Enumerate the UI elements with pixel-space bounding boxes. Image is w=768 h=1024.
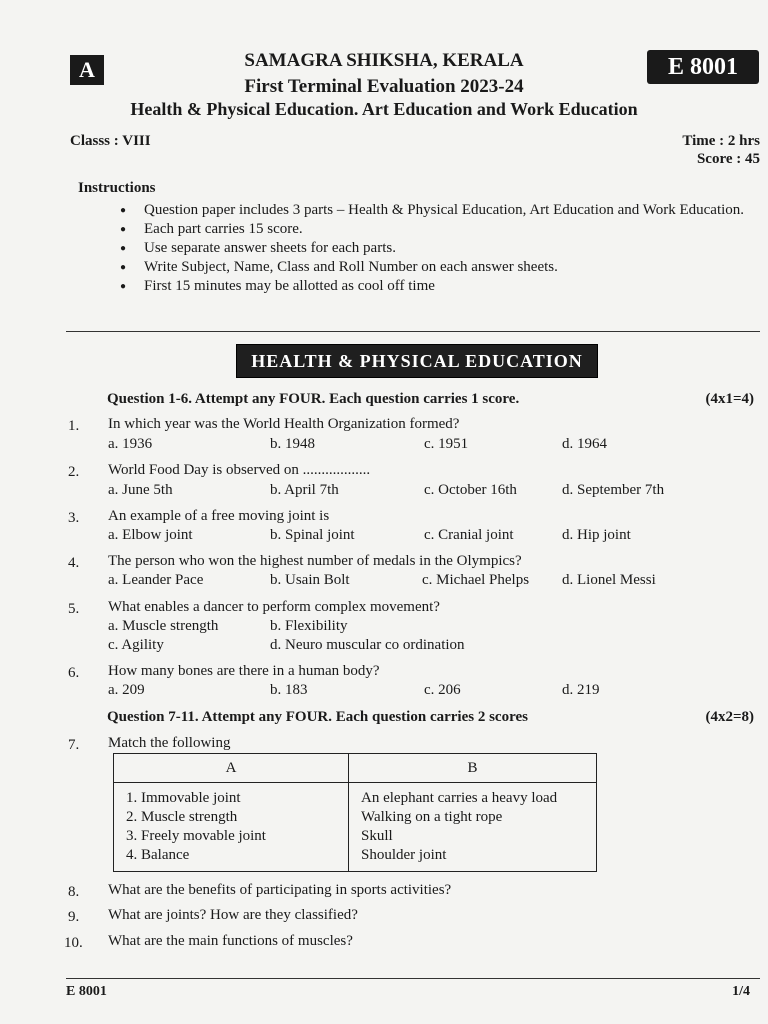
option-b: b. 183 [270, 682, 308, 698]
option-b: b. Usain Bolt [270, 572, 350, 588]
option-c: c. 206 [424, 682, 461, 698]
match-item: 2. Muscle strength [126, 809, 238, 825]
page-number: 1/4 [732, 984, 750, 999]
question-number: 8. [68, 884, 80, 900]
option-b: b. Flexibility [270, 618, 348, 634]
exam-title: First Terminal Evaluation 2023-24 [244, 76, 524, 97]
option-d: d. Neuro muscular co ordination [270, 637, 465, 653]
option-d: d. Lionel Messi [562, 572, 656, 588]
option-a: a. June 5th [108, 482, 173, 498]
option-c: c. October 16th [424, 482, 517, 498]
match-item: 4. Balance [126, 847, 190, 863]
option-c: c. Cranial joint [424, 527, 514, 543]
option-a: a. Muscle strength [108, 618, 219, 634]
option-d: d. 219 [562, 682, 600, 698]
footer-code: E 8001 [66, 984, 107, 999]
instruction-item: ● First 15 minutes may be allotted as cool off time [120, 277, 765, 296]
match-item: 3. Freely movable joint [126, 828, 266, 844]
question-number: 2. [68, 464, 80, 480]
option-a: a. Elbow joint [108, 527, 193, 543]
question-number: 5. [68, 601, 80, 617]
option-c: c. Agility [108, 637, 164, 653]
question-number: 6. [68, 665, 80, 681]
instruction-item: ● Each part carries 15 score. [120, 220, 765, 239]
question-text: An example of a free moving joint is [108, 508, 330, 524]
match-col-b-header: B [349, 754, 597, 783]
option-d: d. Hip joint [562, 527, 631, 543]
instructions-title: Instructions [78, 180, 156, 196]
question-text: What enables a dancer to perform complex movement? [108, 599, 440, 615]
question-text: In which year was the World Health Organization formed? [108, 416, 460, 432]
part2-marks: (4x2=8) [705, 709, 754, 725]
part1-marks: (4x1=4) [705, 391, 754, 407]
part1-heading: Question 1-6. Attempt any FOUR. Each question carries 1 score. [107, 391, 520, 407]
match-item: Skull [361, 828, 393, 844]
section-title: HEALTH & PHYSICAL EDUCATION [236, 344, 598, 378]
option-d: d. 1964 [562, 436, 607, 452]
divider [66, 331, 760, 332]
question-text: What are joints? How are they classified? [108, 907, 358, 923]
question-text: World Food Day is observed on .................. [108, 462, 371, 478]
score-label: Score : 45 [696, 151, 760, 167]
subject-title: Health & Physical Education. Art Education and Work Education [130, 99, 638, 119]
option-b: b. April 7th [270, 482, 339, 498]
part2-heading: Question 7-11. Attempt any FOUR. Each question carries 2 scores [107, 709, 528, 725]
option-c: c. Michael Phelps [422, 572, 530, 588]
instructions-list [120, 201, 765, 296]
option-b: b. 1948 [270, 436, 315, 452]
question-text: How many bones are there in a human body? [108, 663, 380, 679]
question-text: What are the benefits of participating in sports activities? [108, 882, 452, 898]
question-number: 4. [68, 555, 80, 571]
time-label: Time : 2 hrs [682, 133, 760, 149]
question-text: What are the main functions of muscles? [108, 933, 353, 949]
match-item: Shoulder joint [361, 847, 447, 863]
question-number: 7. [68, 737, 80, 753]
paper-code-badge: E 8001 [647, 50, 759, 84]
match-item: 1. Immovable joint [126, 790, 241, 806]
match-item: Walking on a tight rope [361, 809, 503, 825]
set-badge: A [70, 55, 104, 85]
instruction-item: ● Use separate answer sheets for each parts. [120, 239, 765, 258]
footer-divider [66, 978, 760, 979]
option-d: d. September 7th [562, 482, 665, 498]
match-col-a-header: A [114, 754, 349, 783]
instruction-item: ● Write Subject, Name, Class and Roll Number on each answer sheets. [120, 258, 765, 277]
match-table [113, 753, 597, 872]
option-a: a. Leander Pace [108, 572, 204, 588]
match-col-b [349, 783, 597, 872]
match-col-a [114, 783, 349, 872]
time-score [682, 132, 760, 168]
match-item: An elephant carries a heavy load [361, 790, 558, 806]
org-title: SAMAGRA SHIKSHA, KERALA [244, 50, 524, 71]
option-b: b. Spinal joint [270, 527, 355, 543]
question-text: Match the following [108, 735, 231, 751]
question-text: The person who won the highest number of medals in the Olympics? [108, 553, 522, 569]
option-a: a. 209 [108, 682, 145, 698]
question-number: 3. [68, 510, 80, 526]
option-c: c. 1951 [424, 436, 469, 452]
class-label: Classs : VIII [70, 133, 151, 149]
question-number: 1. [68, 418, 80, 434]
question-number: 10. [64, 935, 83, 951]
instruction-item: ● Question paper includes 3 parts – Health & Physical Education, Art Education and Work Education. [120, 201, 765, 220]
option-a: a. 1936 [108, 436, 153, 452]
question-number: 9. [68, 909, 80, 925]
